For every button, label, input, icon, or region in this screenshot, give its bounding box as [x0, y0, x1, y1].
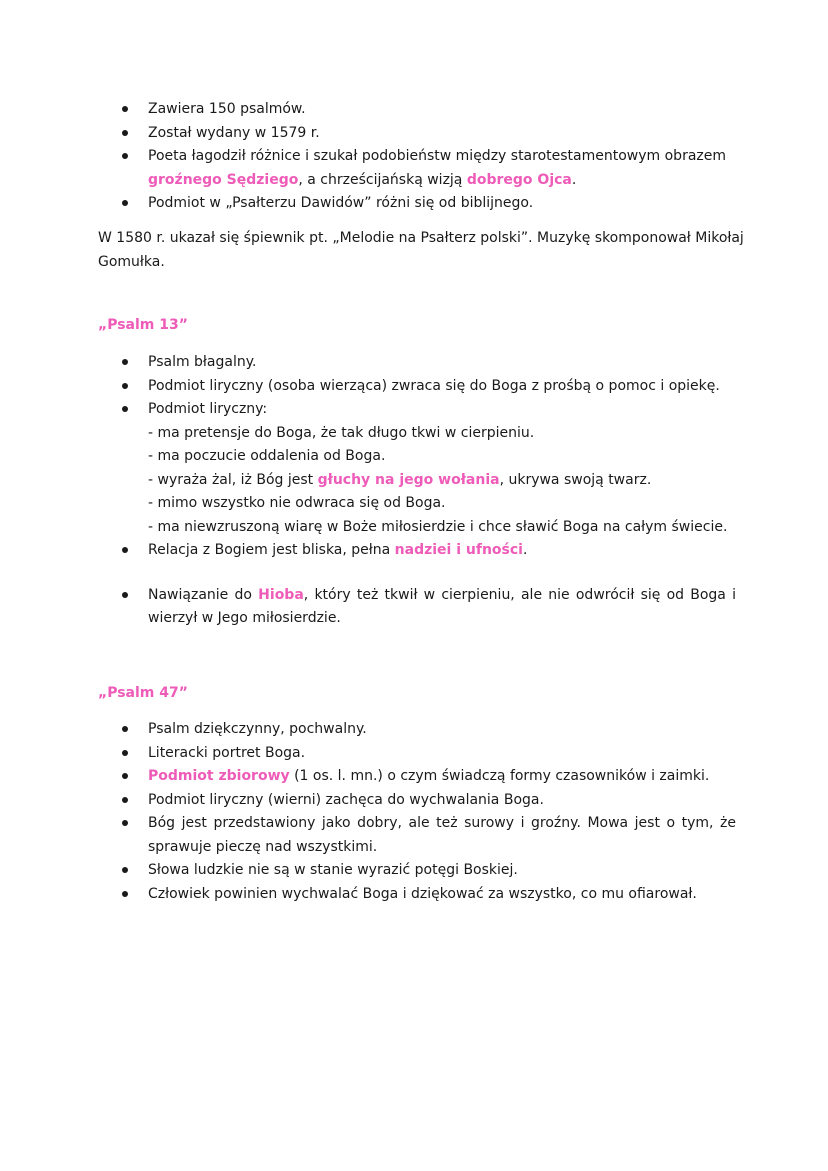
text-run: - wyraża żal, iż Bóg jest	[148, 471, 318, 488]
highlighted-phrase: głuchy na jego wołania	[317, 471, 500, 488]
list-item	[0, 98, 828, 122]
text-run: - ma niewzruszoną wiarę w Boże miłosierdzie i chce sławić Boga na całym świecie.	[148, 518, 728, 535]
psalm-13-bullet-list	[0, 351, 828, 631]
sub-item	[148, 516, 736, 540]
bullet-icon	[122, 153, 128, 159]
psalm-47-heading: „Psalm 47”	[98, 685, 188, 701]
bullet-icon	[122, 820, 128, 826]
list-item	[0, 742, 828, 766]
bullet-icon	[122, 200, 128, 206]
bullet-icon	[122, 383, 128, 389]
list-item	[0, 859, 828, 883]
list-item	[0, 718, 828, 742]
psalm-13-heading: „Psalm 13”	[98, 317, 188, 333]
highlighted-phrase: groźnego Sędziego	[148, 171, 299, 188]
highlighted-phrase: Hioba	[258, 586, 304, 603]
sub-item	[148, 422, 736, 446]
bullet-icon	[122, 726, 128, 732]
text-run: Podmiot w „Psałterzu Dawidów” różni się od biblijnego.	[148, 195, 534, 211]
sub-item	[148, 445, 736, 469]
text-run: (1 os. l. mn.) o czym świadczą formy czasowników i zaimki.	[289, 768, 710, 784]
text-run: .	[522, 542, 528, 558]
sub-item	[148, 492, 736, 516]
list-item	[0, 145, 828, 192]
text-run: Słowa ludzkie nie są w stanie wyrazić potęgi Boskiej.	[148, 862, 518, 878]
text-run: Podmiot liryczny (wierni) zachęca do wychwalania Boga.	[148, 791, 544, 808]
text-run: Relacja z Bogiem jest bliska, pełna	[148, 542, 395, 558]
text-run: - mimo wszystko nie odwraca się od Boga.	[148, 495, 446, 511]
highlighted-phrase: Podmiot zbiorowy	[148, 768, 290, 784]
text-run: , który też tkwił w cierpieniu, ale nie odwrócił się od Boga i wierzył w Jego miłosierdzie.	[148, 586, 736, 626]
text-run: Psalm dziękczynny, pochwalny.	[148, 721, 367, 737]
text-run: - ma pretensje do Boga, że tak długo tkwi w cierpieniu.	[148, 424, 535, 441]
list-item	[0, 351, 828, 375]
list-item	[0, 122, 828, 146]
list-item	[0, 883, 828, 907]
text-run: Podmiot liryczny (osoba wierząca) zwraca się do Boga z prośbą o pomoc i opiekę.	[148, 377, 720, 394]
list-item	[0, 375, 828, 399]
text-run: .	[571, 171, 577, 188]
text-run: Podmiot liryczny:	[148, 401, 268, 417]
text-run: Został wydany w 1579 r.	[148, 124, 320, 141]
bullet-icon	[122, 406, 128, 412]
text-run: Bóg jest przedstawiony jako dobry, ale też surowy i groźny. Mowa jest o tym, że sprawuje pieczę nad wszystkimi.	[148, 815, 736, 855]
list-item	[0, 539, 828, 563]
text-run: , a chrześcijańską wizją	[298, 171, 467, 188]
text-run: Zawiera 150 psalmów.	[148, 101, 306, 117]
bullet-icon	[122, 547, 128, 553]
text-run: Psalm błagalny.	[148, 354, 257, 370]
bullet-icon	[122, 773, 128, 779]
psalm-47-bullet-list	[0, 718, 828, 906]
text-run: Poeta łagodził różnice i szukał podobieństw między starotestamentowym obrazem	[148, 148, 727, 164]
bullet-icon	[122, 797, 128, 803]
bullet-icon	[122, 891, 128, 897]
bullet-icon	[122, 106, 128, 112]
text-run: Człowiek powinien wychwalać Boga i dziękować za wszystko, co mu ofiarował.	[148, 885, 697, 902]
list-item	[0, 398, 828, 539]
text-run: Nawiązanie do	[148, 586, 259, 603]
list-item	[0, 765, 828, 789]
list-item	[0, 789, 828, 813]
highlighted-phrase: dobrego Ojca	[466, 171, 572, 188]
bullet-icon	[122, 750, 128, 756]
intro-bullet-list	[0, 98, 828, 216]
list-item	[0, 584, 828, 631]
bullet-icon	[122, 592, 128, 598]
text-run: , ukrywa swoją twarz.	[499, 471, 652, 488]
bullet-icon	[122, 130, 128, 136]
sub-item	[148, 469, 736, 493]
list-item	[0, 192, 828, 216]
text-run: Literacki portret Boga.	[148, 744, 306, 761]
bullet-icon	[122, 359, 128, 365]
highlighted-phrase: nadziei i ufności	[394, 542, 523, 558]
bullet-icon	[122, 867, 128, 873]
list-item	[0, 812, 828, 859]
text-run: - ma poczucie oddalenia od Boga.	[148, 448, 386, 464]
melodie-paragraph: W 1580 r. ukazał się śpiewnik pt. „Melodie na Psałterz polski”. Muzykę skomponował Mikołaj Gomułka.	[98, 230, 744, 270]
